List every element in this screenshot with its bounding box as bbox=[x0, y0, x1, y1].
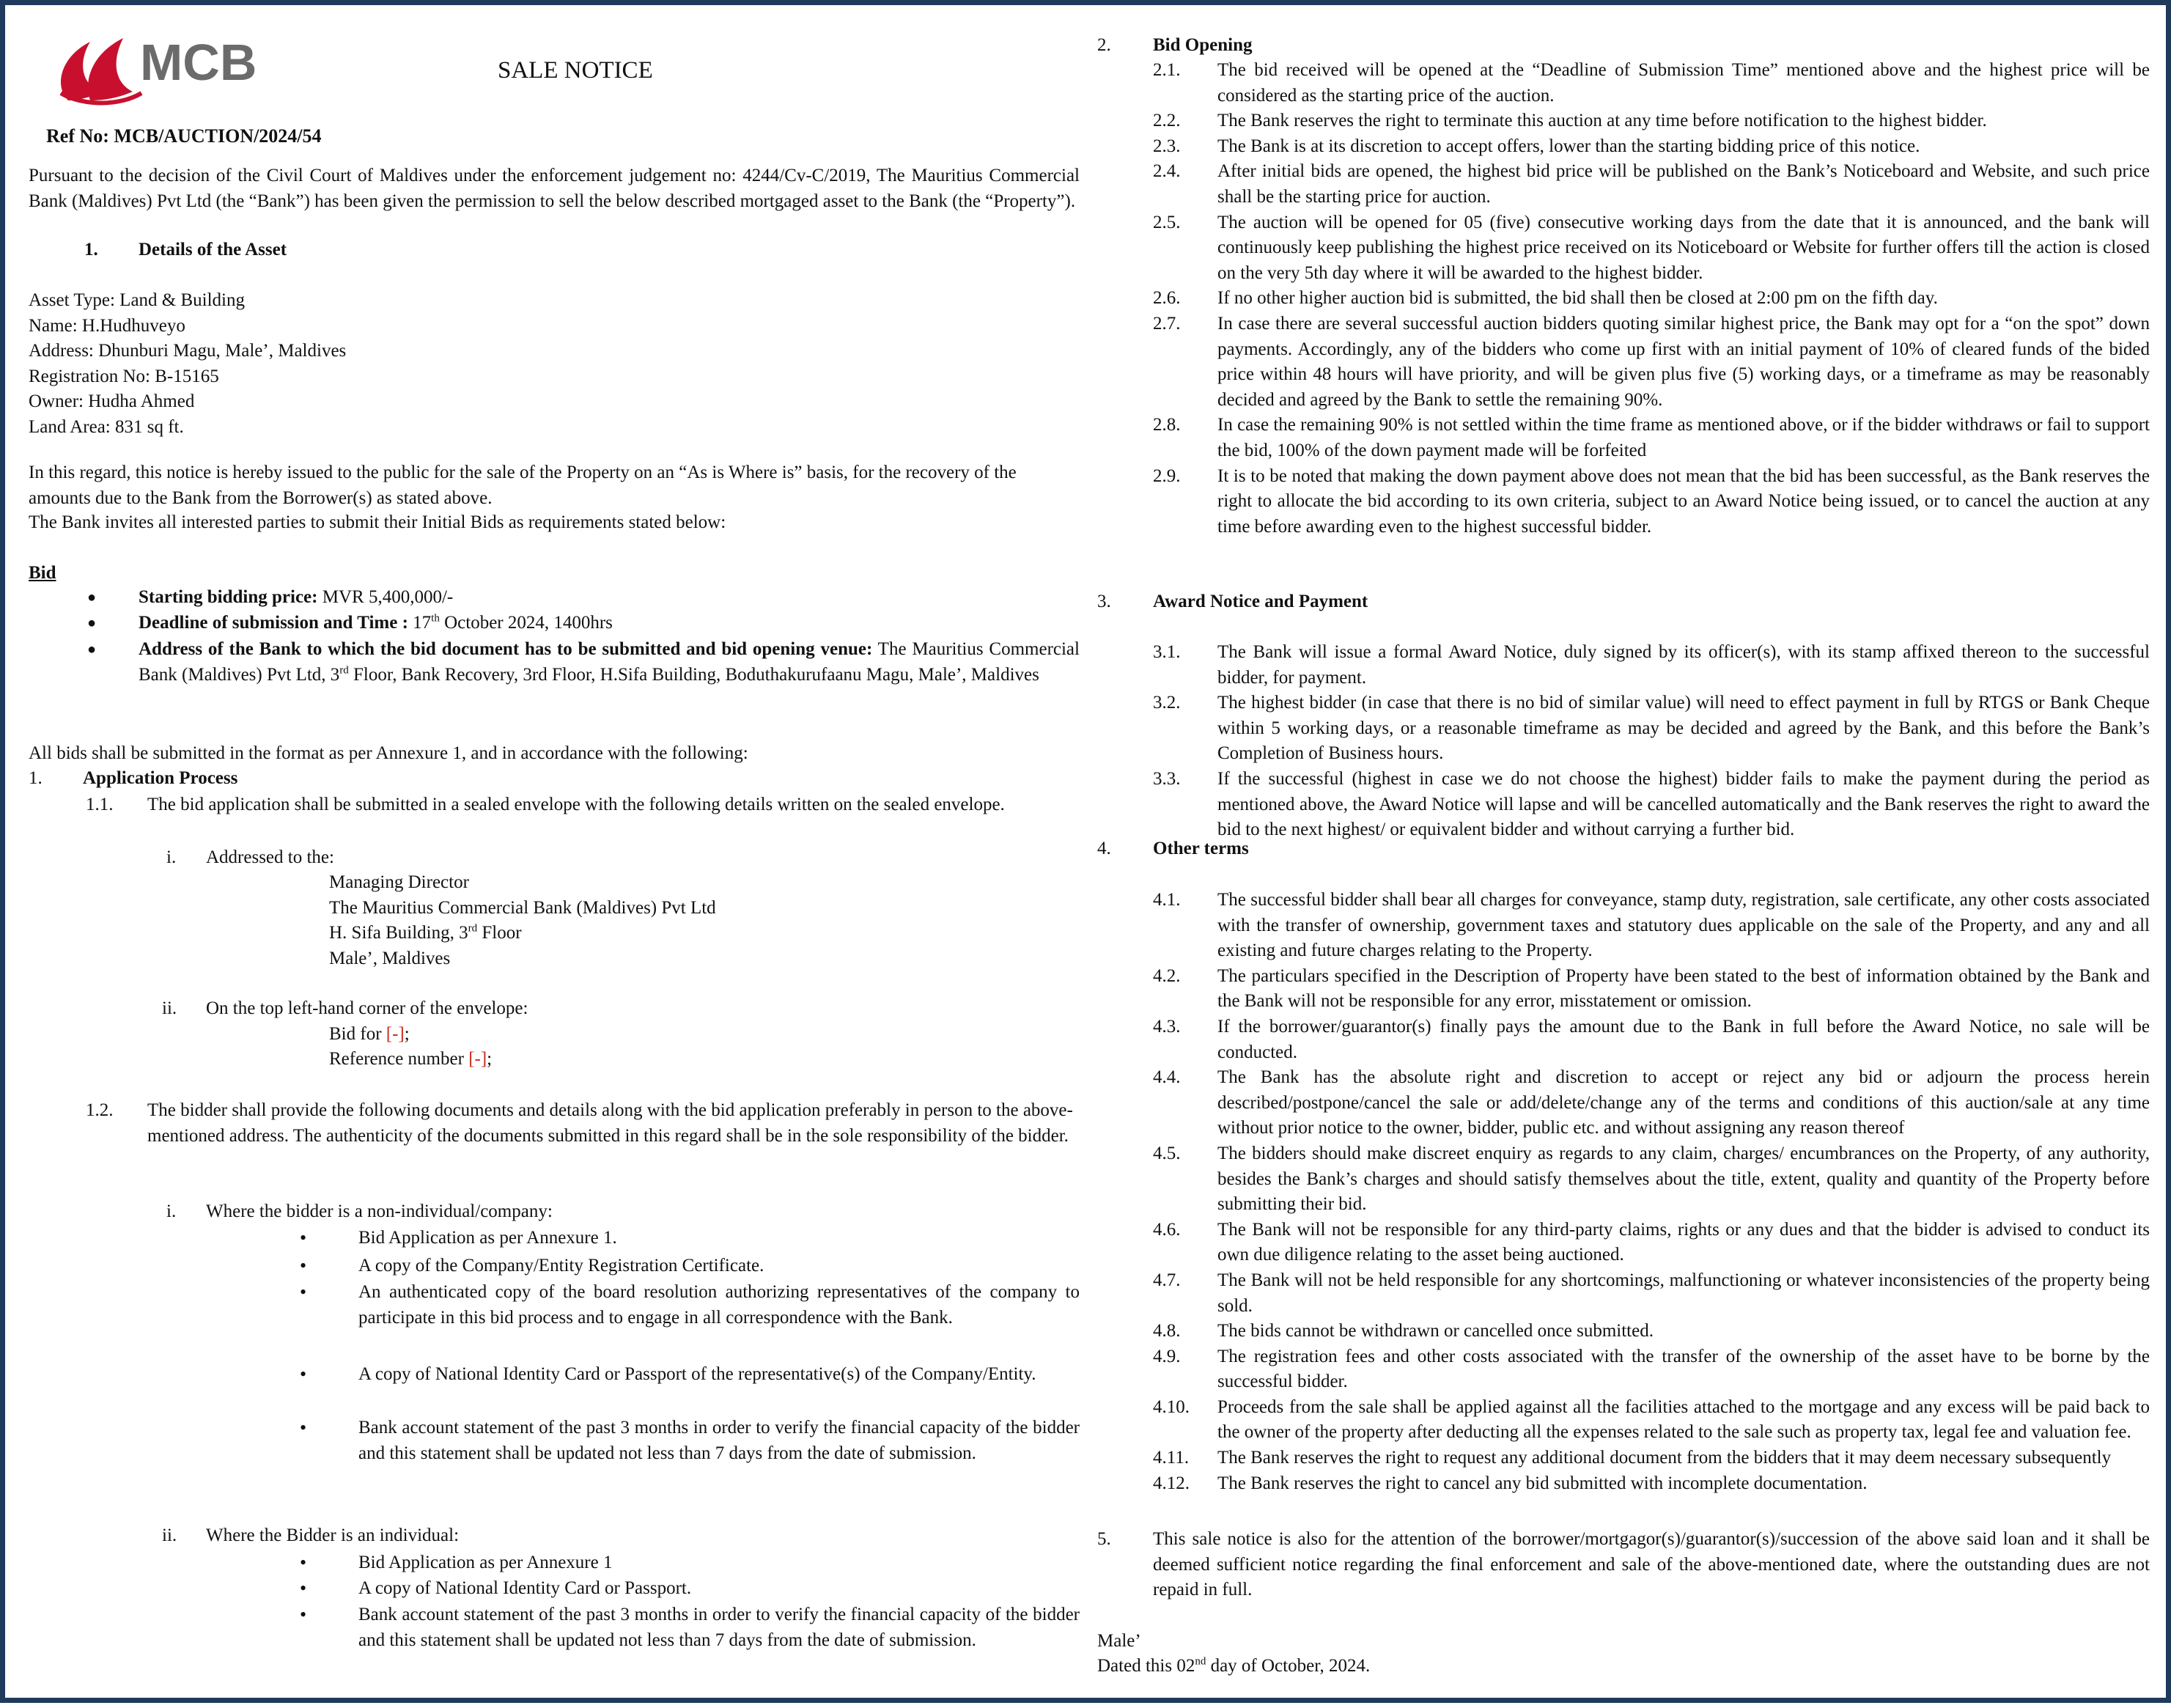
other-item-text: The Bank reserves the right to cancel any bid submitted with incomplete documentation. bbox=[1217, 1473, 1868, 1493]
other-item-num: 4.2. bbox=[1153, 965, 1181, 986]
opening-item-num: 2.4. bbox=[1153, 161, 1181, 182]
intro-paragraph: Pursuant to the decision of the Civil Court of Maldives under the enforcement judgement no: 4244/Cv-C/2019, The Mauritius Commercial Bank (Maldives) Pvt Ltd (the “Bank”) has been given the permission to sell the below described mortgaged asset to the Bank (the “Property”). bbox=[29, 166, 1080, 211]
logo-text: MCB bbox=[140, 34, 257, 91]
reference-line: Reference number [-]; bbox=[329, 1049, 493, 1069]
award-item bbox=[1097, 767, 2150, 843]
other-item-num: 4.1. bbox=[1153, 890, 1181, 910]
address-line: Managing Director bbox=[329, 872, 469, 892]
asset-line: Land Area: 831 sq ft. bbox=[29, 416, 184, 437]
asset-line: Owner: Hudha Ahmed bbox=[29, 391, 195, 412]
address-line: Male’, Maldives bbox=[329, 948, 451, 968]
other-item-text: The bids cannot be withdrawn or cancelled once submitted. bbox=[1217, 1321, 1654, 1341]
opening-item-num: 2.8. bbox=[1153, 415, 1181, 435]
footer-date: Dated this 02nd day of October, 2024. bbox=[1097, 1655, 1371, 1676]
award-item-text: The highest bidder (in case that there is no bid of similar value) will need to effect payment in full by RTGS or Bank Cheque within 5 working days, or a reasonable timeframe as may be decided and agreed by the Bank, and this before the Bank’s Completion of Business hours. bbox=[1217, 693, 2150, 764]
envelope-num: ii. bbox=[162, 998, 177, 1018]
bid-price-item bbox=[139, 585, 1080, 611]
other-item-text: The Bank reserves the right to request any additional document from the bidders that it may deem necessary subsequently bbox=[1217, 1448, 2112, 1468]
opening-item-num: 2.1. bbox=[1153, 60, 1181, 80]
address-line: H. Sifa Building, 3rd Floor bbox=[329, 922, 522, 943]
regard-paragraph: In this regard, this notice is hereby issued to the public for the sale of the Property on an “As is Where is” basis, for the recovery of the amounts due to the Bank from the Borrower(s) as stated above. bbox=[29, 463, 1017, 508]
opening-item-text: The bid received will be opened at the “Deadline of Submission Time” mentioned above and the highest price will be considered as the starting price of the auction. bbox=[1217, 60, 2150, 106]
other-item-num: 4.12. bbox=[1153, 1473, 1190, 1493]
reference-placeholder: [-] bbox=[468, 1049, 487, 1069]
opening-item-text: In case the remaining 90% is not settled within the time frame as mentioned above, or if the bidder withdraws or fail to support the bid, 100% of the down payment made will be forfeited bbox=[1217, 415, 2150, 460]
address-sup: rd bbox=[339, 664, 349, 677]
other-item-text: The Bank will not be held responsible for any shortcomings, malfunctioning or whatever inconsistencies of the property being sold. bbox=[1217, 1270, 2150, 1316]
company-text: Where the bidder is a non-individual/company: bbox=[206, 1201, 553, 1221]
bid-heading: Bid bbox=[29, 563, 56, 583]
other-list bbox=[1097, 888, 2150, 1496]
opening-item-num: 2.5. bbox=[1153, 212, 1181, 232]
other-item bbox=[1097, 1268, 2150, 1319]
other-item-num: 4.3. bbox=[1153, 1016, 1181, 1037]
bid-for-placeholder: [-] bbox=[386, 1024, 405, 1044]
opening-item bbox=[1097, 159, 2150, 210]
award-item bbox=[1097, 640, 2150, 691]
opening-num: 2. bbox=[1097, 35, 1111, 55]
other-item bbox=[1097, 1344, 2150, 1395]
other-item bbox=[1097, 1065, 2150, 1141]
asset-details bbox=[29, 288, 346, 441]
address-b: Floor, Bank Recovery, 3rd Floor, H.Sifa Building, Boduthakurufaanu Magu, Male’, Maldives bbox=[353, 664, 1039, 685]
opening-item bbox=[1097, 134, 2150, 160]
attention-text: This sale notice is also for the attention of the borrower/mortgagor(s)/guarantor(s)/succession of the above said loan and it shall be deemed sufficient notice regarding the final enforcement and sale of the above-mentioned date, where the outstanding dues are not repaid in full. bbox=[1153, 1529, 2150, 1600]
opening-item bbox=[1097, 312, 2150, 413]
page-title: SALE NOTICE bbox=[498, 57, 653, 84]
p12-text: The bidder shall provide the following documents and details along with the bid application preferably in person to the above-mentioned address. The authenticity of the documents submitted in this regard shall be in the sole responsibility of the bidder. bbox=[147, 1100, 1073, 1146]
asset-line: Registration No: B-15165 bbox=[29, 366, 219, 386]
other-item bbox=[1097, 1395, 2150, 1446]
opening-item-text: It is to be noted that making the down payment above does not mean that the bid has been successful, as the Bank reserves the right to allocate the bid according to its own criteria, subject to an Award Notice being issued, or to cancel the auction at any time before awarding even to the highest successful bidder. bbox=[1217, 465, 2150, 537]
reference-number: Ref No: MCB/AUCTION/2024/54 bbox=[46, 125, 322, 147]
other-item-num: 4.11. bbox=[1153, 1448, 1190, 1468]
other-item bbox=[1097, 1319, 2150, 1344]
award-list bbox=[1097, 640, 2150, 843]
attention-num: 5. bbox=[1097, 1529, 1111, 1549]
award-item-text: If the successful (highest in case we do not choose the highest) bidder fails to make the payment during the period as mentioned above, the Award Notice will lapse and will be cancelled automatically and the Bank reserves the right to award the bid to the next highest/ or equivalent bidder and without carrying a further bid. bbox=[1217, 768, 2150, 840]
opening-item-num: 2.3. bbox=[1153, 136, 1181, 156]
individual-text: Where the Bidder is an individual: bbox=[206, 1525, 460, 1545]
opening-item-num: 2.2. bbox=[1153, 111, 1181, 131]
price-label: Starting bidding price: bbox=[139, 587, 318, 607]
asset-heading-num: 1. bbox=[84, 240, 98, 259]
address-label: Address of the Bank to which the bid document has to be submitted and bid opening venue: bbox=[139, 639, 873, 659]
other-item bbox=[1097, 1141, 2150, 1218]
other-item-text: The registration fees and other costs associated with the transfer of the ownership of the asset have to be borne by the successful bidder. bbox=[1217, 1346, 2150, 1392]
addressed-num: i. bbox=[166, 847, 177, 867]
company-doc-item: • A copy of National Identity Card or Passport of the representative(s) of the Company/Entity. bbox=[358, 1362, 1080, 1388]
address-line: The Mauritius Commercial Bank (Maldives) Pvt Ltd bbox=[329, 897, 716, 918]
p12-num: 1.2. bbox=[86, 1100, 114, 1120]
deadline-label: Deadline of submission and Time : bbox=[139, 613, 408, 633]
other-item bbox=[1097, 888, 2150, 964]
company-doc-item: • Bank account statement of the past 3 months in order to verify the financial capacity of the bidder and this statement shall be updated not less than 7 days from the date of submission. bbox=[358, 1416, 1080, 1466]
other-item-num: 4.4. bbox=[1153, 1067, 1181, 1088]
opening-item-num: 2.6. bbox=[1153, 288, 1181, 309]
p11-num: 1.1. bbox=[86, 795, 114, 814]
other-item bbox=[1097, 1471, 2150, 1497]
other-item-num: 4.10. bbox=[1153, 1396, 1190, 1417]
other-item-num: 4.8. bbox=[1153, 1321, 1181, 1341]
other-item-num: 4.6. bbox=[1153, 1219, 1181, 1240]
bid-for-line: Bid for [-]; bbox=[329, 1024, 410, 1044]
asset-line: Name: H.Hudhuveyo bbox=[29, 315, 185, 336]
footer-place: Male’ bbox=[1097, 1631, 1141, 1651]
company-doc-item: • A copy of the Company/Entity Registration Certificate. bbox=[358, 1254, 1080, 1279]
deadline-rest: October 2024, 1400hrs bbox=[444, 613, 613, 633]
other-item bbox=[1097, 1015, 2150, 1065]
envelope-text: On the top left-hand corner of the envelope: bbox=[206, 998, 528, 1018]
other-item-num: 4.5. bbox=[1153, 1143, 1181, 1163]
opening-item bbox=[1097, 464, 2150, 540]
company-num: i. bbox=[166, 1201, 177, 1221]
other-num: 4. bbox=[1097, 839, 1111, 858]
other-item-text: The bidders should make discreet enquiry as regards to any claim, charges/ encumbrances on the Property, of any authority, besides the Bank’s charges and should satisfy themselves about the title, extent, quality and quantity of the Property before submitting their bid. bbox=[1217, 1143, 2150, 1215]
address-block bbox=[329, 870, 716, 971]
other-item bbox=[1097, 964, 2150, 1015]
opening-item bbox=[1097, 413, 2150, 463]
addressed-text: Addressed to the: bbox=[206, 847, 334, 867]
mcb-logo bbox=[46, 20, 281, 112]
opening-item bbox=[1097, 58, 2150, 108]
p11-text: The bid application shall be submitted in a sealed envelope with the following details written on the sealed envelope. bbox=[147, 795, 1005, 814]
right-column bbox=[1097, 5, 2150, 1708]
bid-address-item bbox=[139, 637, 1080, 688]
award-heading: Award Notice and Payment bbox=[1153, 592, 1368, 611]
other-item-num: 4.7. bbox=[1153, 1270, 1181, 1290]
deadline-sup: th bbox=[431, 612, 440, 625]
other-item bbox=[1097, 1446, 2150, 1471]
award-item-num: 3.2. bbox=[1153, 693, 1181, 713]
other-item-text: The Bank has the absolute right and discretion to accept or reject any bid or adjourn the process herein described/postpone/cancel the sale or add/delete/change any of the terms and conditions of this auction/sale at any time without prior notice to the owner, bidder, public etc. and without assigning any reason thereof bbox=[1217, 1067, 2150, 1138]
application-heading: Application Process bbox=[83, 768, 238, 788]
opening-item-text: The auction will be opened for 05 (five) consecutive working days from the date that it is announced, and the bank will continuously keep publishing the highest price received on its Noticeboard or Website for further offers till the action is closed on the very 5th day where it will be awarded to the highest bidder. bbox=[1217, 212, 2150, 283]
opening-item-text: The Bank reserves the right to terminate this auction at any time before notification to the highest bidder. bbox=[1217, 111, 1987, 131]
opening-item bbox=[1097, 210, 2150, 287]
individual-doc-item: • A copy of National Identity Card or Passport. bbox=[358, 1576, 1080, 1602]
individual-num: ii. bbox=[162, 1525, 177, 1545]
application-num: 1. bbox=[29, 768, 43, 788]
opening-item bbox=[1097, 286, 2150, 312]
award-item-num: 3.3. bbox=[1153, 768, 1181, 789]
asset-heading: Details of the Asset bbox=[139, 240, 287, 259]
asset-line: Asset Type: Land & Building bbox=[29, 290, 245, 310]
opening-item-text: In case there are several successful auction bidders quoting similar highest price, the Bank may opt for a “on the spot” down payments. Accordingly, any of the bidders who come up first with an initial payment of 10% of cleared funds of the bided price within 48 hours will have priority, and will be given plus five (5) working days, or a timeframe as may be reasonably decided and agreed by the Bank to settle the remaining 90%. bbox=[1217, 313, 2150, 410]
opening-item-text: After initial bids are opened, the highest bid price will be published on the Bank’s Noticeboard and Website, and such price shall be the starting price for auction. bbox=[1217, 161, 2150, 207]
company-doc-item: • An authenticated copy of the board resolution authorizing representatives of the company to participate in this bid process and to engage in all correspondence with the Bank. bbox=[358, 1280, 1080, 1330]
opening-item-num: 2.9. bbox=[1153, 465, 1181, 486]
other-item-text: Proceeds from the sale shall be applied against all the facilities attached to the mortgage and any excess will be paid back to the owner of the property after deducting all the expenses related to the sale such as property tax, legal fee and valuation fee. bbox=[1217, 1396, 2150, 1443]
price-value: MVR 5,400,000/- bbox=[322, 587, 454, 607]
other-item-text: If the borrower/guarantor(s) finally pays the amount due to the Bank in full before the Award Notice, no sale will be conducted. bbox=[1217, 1016, 2150, 1062]
company-doc-item: • Bid Application as per Annexure 1. bbox=[358, 1226, 1080, 1251]
individual-doc-item: • Bank account statement of the past 3 months in order to verify the financial capacity of the bidder and this statement shall be updated not less than 7 days from the date of submission. bbox=[358, 1602, 1080, 1653]
other-item-num: 4.9. bbox=[1153, 1346, 1181, 1366]
individual-doc-item: • Bid Application as per Annexure 1 bbox=[358, 1550, 1080, 1576]
opening-heading: Bid Opening bbox=[1153, 35, 1253, 55]
opening-list bbox=[1097, 58, 2150, 540]
award-item-text: The Bank will issue a formal Award Notice, duly signed by its officer(s), with its stamp affixed thereon to the successful bidder, for payment. bbox=[1217, 642, 2150, 688]
other-item-text: The particulars specified in the Description of Property have been stated to the best of information obtained by the Bank and the Bank will not be responsible for any error, misstatement or omission. bbox=[1217, 965, 2150, 1012]
other-item bbox=[1097, 1218, 2150, 1268]
left-column bbox=[29, 5, 1080, 1708]
address-a: The Mauritius Commercial Bank (Maldives) Pvt Ltd, 3 bbox=[139, 639, 1080, 685]
other-item-text: The successful bidder shall bear all charges for conveyance, stamp duty, registration, sale certificate, any other costs associated with the transfer of ownership, government taxes and statutory dues applicable on the sale of the Property, and any and all existing and future charges relating to the Property. bbox=[1217, 890, 2150, 961]
opening-item-text: If no other higher auction bid is submitted, the bid shall then be closed at 2:00 pm on the fifth day. bbox=[1217, 288, 1938, 309]
other-heading: Other terms bbox=[1153, 839, 1249, 858]
bid-deadline-item bbox=[139, 611, 1080, 636]
award-item-num: 3.1. bbox=[1153, 642, 1181, 662]
other-item-text: The Bank will not be responsible for any third-party claims, rights or any dues and that the bidder is advised to conduct its own due diligence relating to the asset being auctioned. bbox=[1217, 1219, 2150, 1265]
all-bids-paragraph: All bids shall be submitted in the format as per Annexure 1, and in accordance with the following: bbox=[29, 743, 748, 763]
opening-item-text: The Bank is at its discretion to accept offers, lower than the starting bidding price of this notice. bbox=[1217, 136, 1920, 156]
opening-item-num: 2.7. bbox=[1153, 313, 1181, 334]
invite-paragraph: The Bank invites all interested parties to submit their Initial Bids as requirements stated below: bbox=[29, 512, 726, 532]
deadline-day: 17 bbox=[413, 613, 432, 633]
award-num: 3. bbox=[1097, 592, 1111, 611]
award-item bbox=[1097, 691, 2150, 767]
asset-line: Address: Dhunburi Magu, Male’, Maldives bbox=[29, 341, 347, 361]
opening-item bbox=[1097, 108, 2150, 134]
